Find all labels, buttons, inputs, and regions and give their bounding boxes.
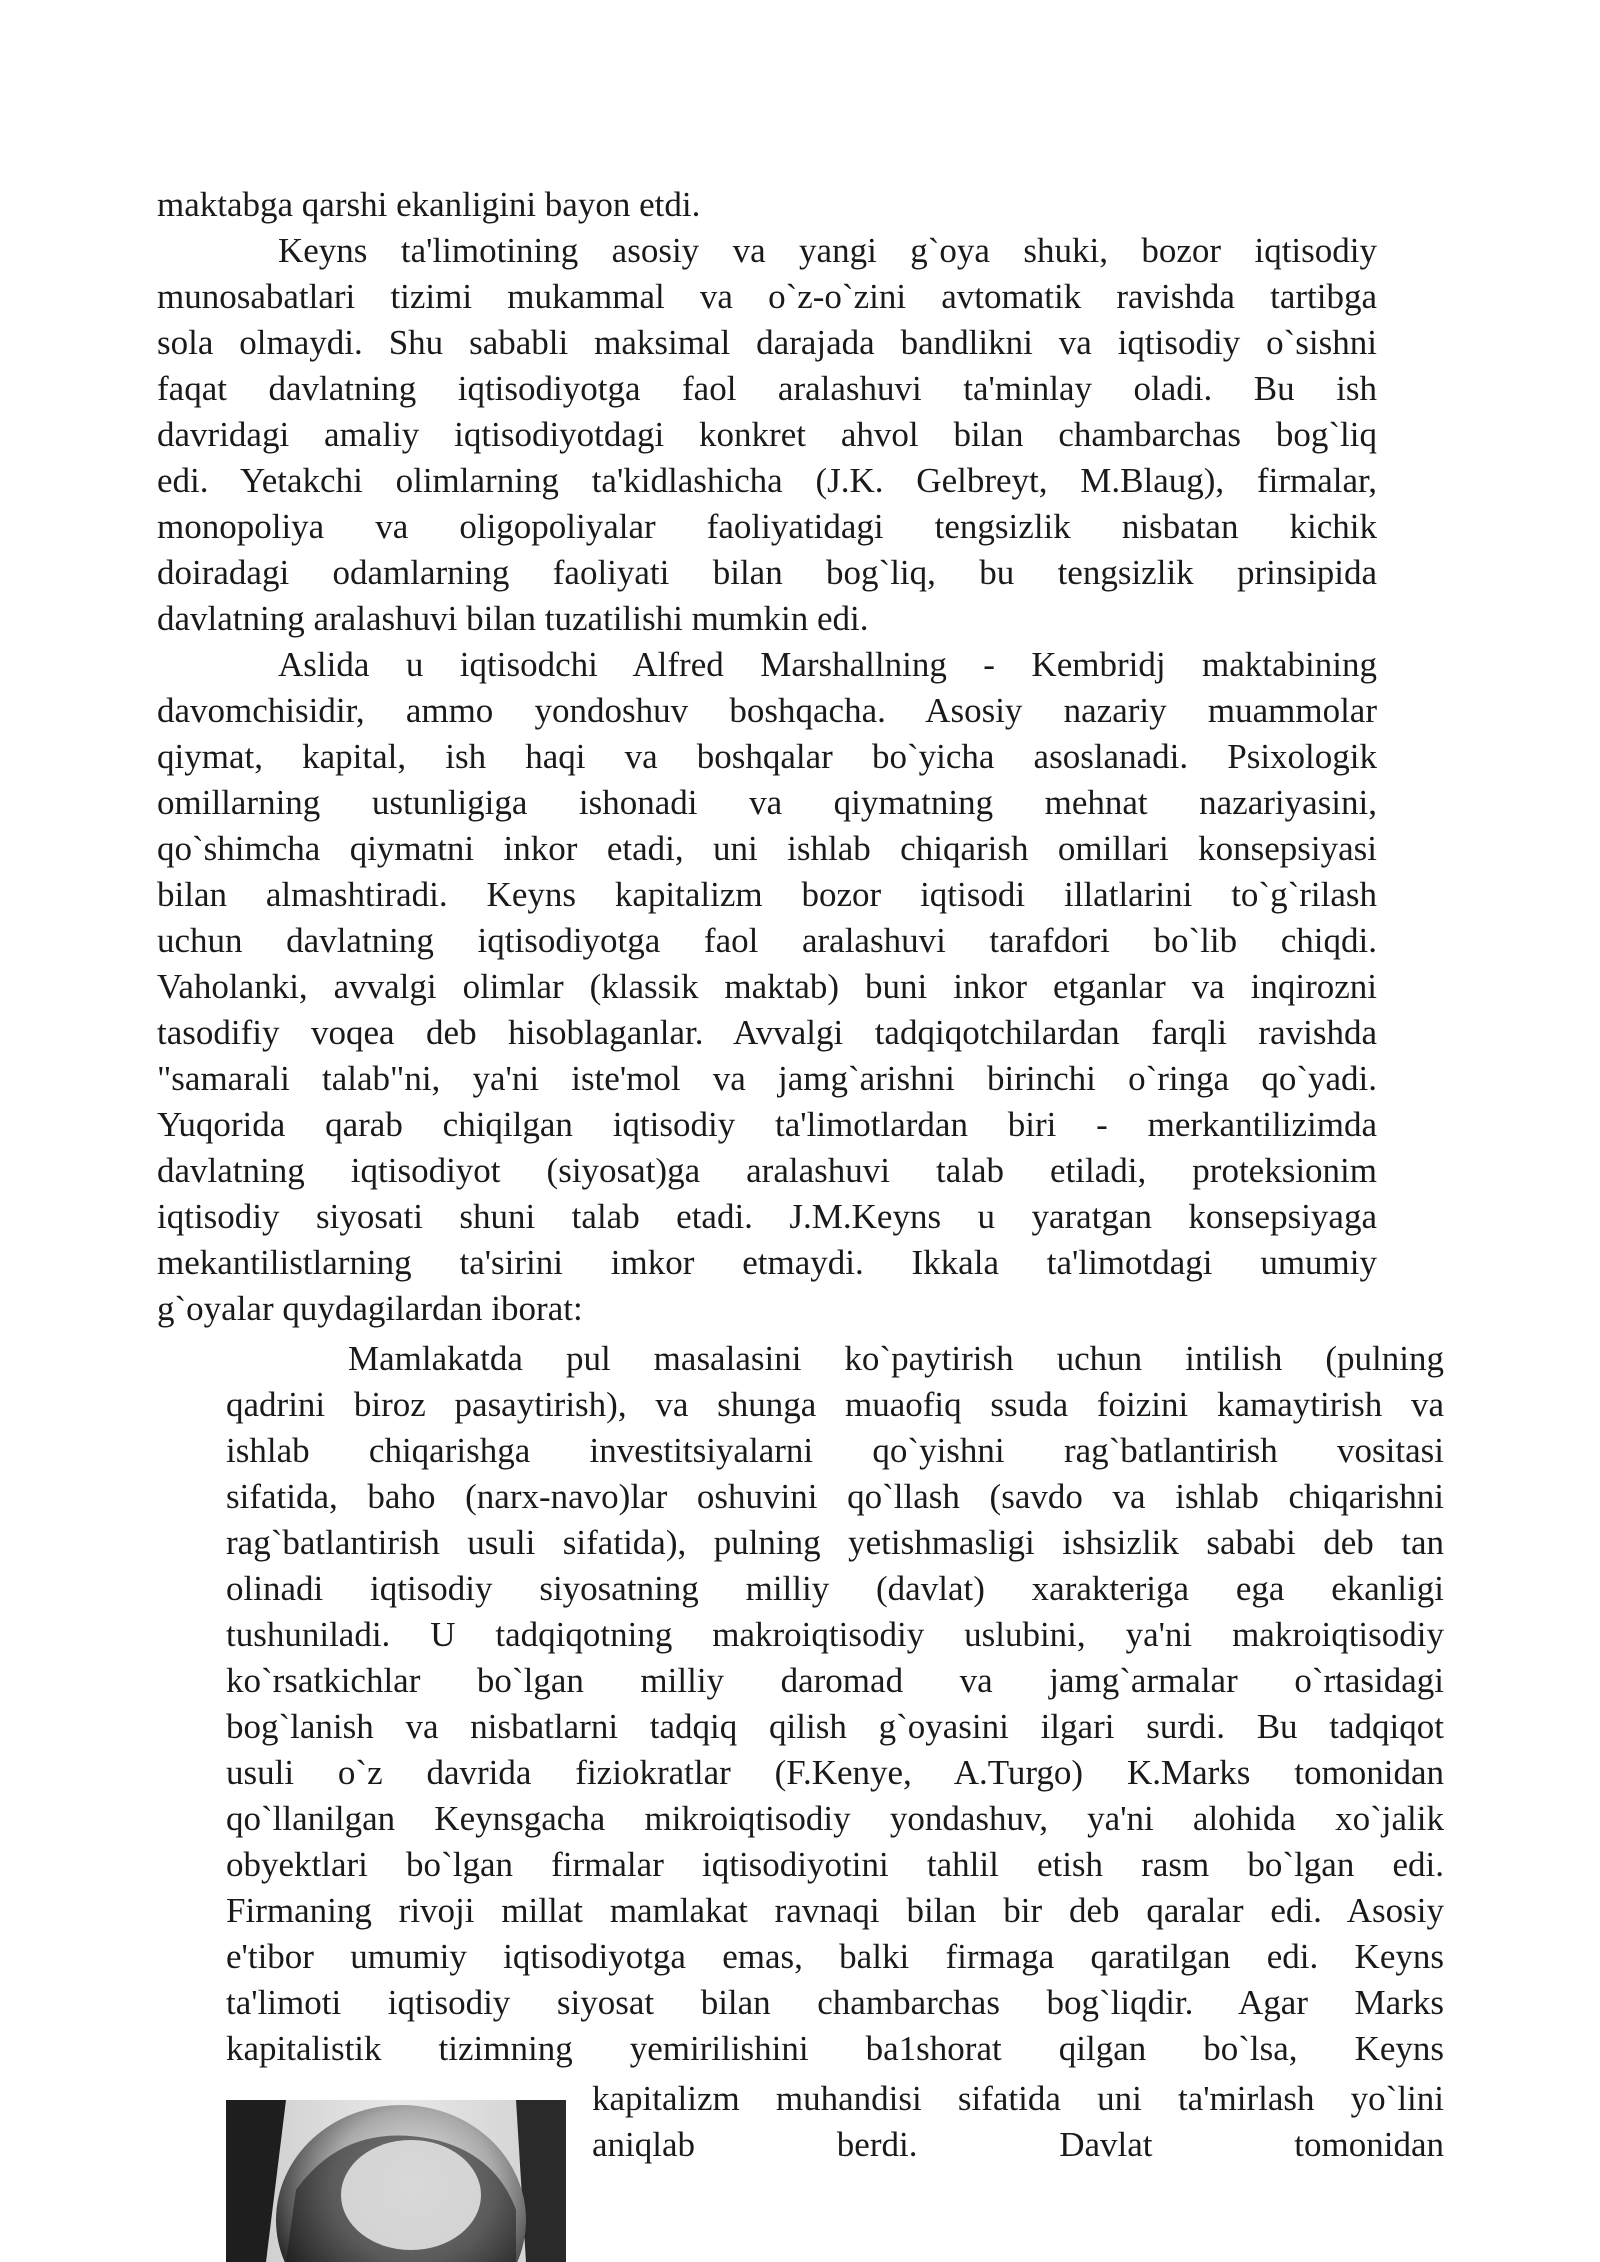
paragraph-2-line: faqat davlatning iqtisodiyotga faol aralashuvi ta'minlay oladi. Bu ish xyxy=(157,369,1377,408)
paragraph-3-line: Yuqorida qarab chiqilgan iqtisodiy ta'limotlardan biri - merkantilizimda xyxy=(157,1105,1377,1144)
quote-line: olinadi iqtisodiy siyosatning milliy (davlat) xarakteriga ega ekanligi xyxy=(226,1569,1444,1608)
quote-line: qadrini biroz pasaytirish), va shunga muaofiq ssuda foizini kamaytirish va xyxy=(226,1385,1444,1424)
quote-line: e'tibor umumiy iqtisodiyotga emas, balki firmaga qaratilgan edi. Keyns xyxy=(226,1937,1444,1976)
quote-line: ishlab chiqarishga investitsiyalarni qo`yishni rag`batlantirish vositasi xyxy=(226,1431,1444,1470)
paragraph-1-line: maktabga qarshi ekanligini bayon etdi. xyxy=(157,185,701,224)
quote-line: bog`lanish va nisbatlarni tadqiq qilish g`oyasini ilgari surdi. Bu tadqiqot xyxy=(226,1707,1444,1746)
quote-line: sifatida, baho (narx-navo)lar oshuvini qo`llash (savdo va ishlab chiqarishni xyxy=(226,1477,1444,1516)
quote-line: tushuniladi. U tadqiqotning makroiqtisodiy uslubini, ya'ni makroiqtisodiy xyxy=(226,1615,1444,1654)
paragraph-3-line: davlatning iqtisodiyot (siyosat)ga aralashuvi talab etiladi, proteksionim xyxy=(157,1151,1377,1190)
paragraph-3-line: qiymat, kapital, ish haqi va boshqalar bo`yicha asoslanadi. Psixologik xyxy=(157,737,1377,776)
paragraph-3-line: "samarali talab"ni, ya'ni iste'mol va jamg`arishni birinchi o`ringa qo`yadi. xyxy=(157,1059,1377,1098)
quote-line: rag`batlantirish usuli sifatida), pulning yetishmasligi ishsizlik sababi deb tan xyxy=(226,1523,1444,1562)
paragraph-2-line: sola olmaydi. Shu sababli maksimal darajada bandlikni va iqtisodiy o`sishni xyxy=(157,323,1377,362)
quote-line: ta'limoti iqtisodiy siyosat bilan chambarchas bog`liqdir. Agar Marks xyxy=(226,1983,1444,2022)
quote-line: kapitalistik tizimning yemirilishini ba1shorat qilgan bo`lsa, Keyns xyxy=(226,2029,1444,2068)
paragraph-2-line: monopoliya va oligopoliyalar faoliyatidagi tengsizlik nisbatan kichik xyxy=(157,507,1377,546)
portrait-photo xyxy=(226,2100,566,2262)
paragraph-3-line: davomchisidir, ammo yondoshuv boshqacha. Asosiy nazariy muammolar xyxy=(157,691,1377,730)
paragraph-2-line: edi. Yetakchi olimlarning ta'kidlashicha (J.K. Gelbreyt, M.Blaug), firmalar, xyxy=(157,461,1377,500)
paragraph-2-line: Keyns ta'limotining asosiy va yangi g`oya shuki, bozor iqtisodiy xyxy=(278,231,1377,270)
paragraph-3-line: Vaholanki, avvalgi olimlar (klassik maktab) buni inkor etganlar va inqirozni xyxy=(157,967,1377,1006)
paragraph-3-line: Aslida u iqtisodchi Alfred Marshallning - Kembridj maktabining xyxy=(278,645,1377,684)
quote-line: qo`llanilgan Keynsgacha mikroiqtisodiy yondashuv, ya'ni alohida xo`jalik xyxy=(226,1799,1444,1838)
paragraph-3-line: uchun davlatning iqtisodiyotga faol aralashuvi tarafdori bo`lib chiqdi. xyxy=(157,921,1377,960)
quote-line: Firmaning rivoji millat mamlakat ravnaqi bilan bir deb qaralar edi. Asosiy xyxy=(226,1891,1444,1930)
paragraph-3-line: iqtisodiy siyosati shuni talab etadi. J.M.Keyns u yaratgan konsepsiyaga xyxy=(157,1197,1377,1236)
quote-line: usuli o`z davrida fiziokratlar (F.Kenye, A.Turgo) K.Marks tomonidan xyxy=(226,1753,1444,1792)
wrap-line: kapitalizm muhandisi sifatida uni ta'mirlash yo`lini xyxy=(592,2079,1444,2118)
paragraph-3-line: qo`shimcha qiymatni inkor etadi, uni ishlab chiqarish omillari konsepsiyasi xyxy=(157,829,1377,868)
wrap-line: aniqlab berdi. Davlat tomonidan xyxy=(592,2125,1444,2164)
quote-line: Mamlakatda pul masalasini ko`paytirish uchun intilish (pulning xyxy=(348,1339,1444,1378)
paragraph-3-line: mekantilistlarning ta'sirini imkor etmaydi. Ikkala ta'limotdagi umumiy xyxy=(157,1243,1377,1282)
portrait-image xyxy=(226,2100,566,2262)
paragraph-2-line: doiradagi odamlarning faoliyati bilan bog`liq, bu tengsizlik prinsipida xyxy=(157,553,1377,592)
paragraph-2-line: davlatning aralashuvi bilan tuzatilishi mumkin edi. xyxy=(157,599,869,638)
paragraph-2-line: munosabatlari tizimi mukammal va o`z-o`zini avtomatik ravishda tartibga xyxy=(157,277,1377,316)
paragraph-3-line: bilan almashtiradi. Keyns kapitalizm bozor iqtisodi illatlarini to`g`rilash xyxy=(157,875,1377,914)
quote-line: obyektlari bo`lgan firmalar iqtisodiyotini tahlil etish rasm bo`lgan edi. xyxy=(226,1845,1444,1884)
paragraph-3-line: g`oyalar quydagilardan iborat: xyxy=(157,1289,583,1328)
paragraph-3-line: tasodifiy voqea deb hisoblaganlar. Avvalgi tadqiqotchilardan farqli ravishda xyxy=(157,1013,1377,1052)
quote-line: ko`rsatkichlar bo`lgan milliy daromad va jamg`armalar o`rtasidagi xyxy=(226,1661,1444,1700)
paragraph-2-line: davridagi amaliy iqtisodiyotdagi konkret ahvol bilan chambarchas bog`liq xyxy=(157,415,1377,454)
paragraph-3-line: omillarning ustunligiga ishonadi va qiymatning mehnat nazariyasini, xyxy=(157,783,1377,822)
